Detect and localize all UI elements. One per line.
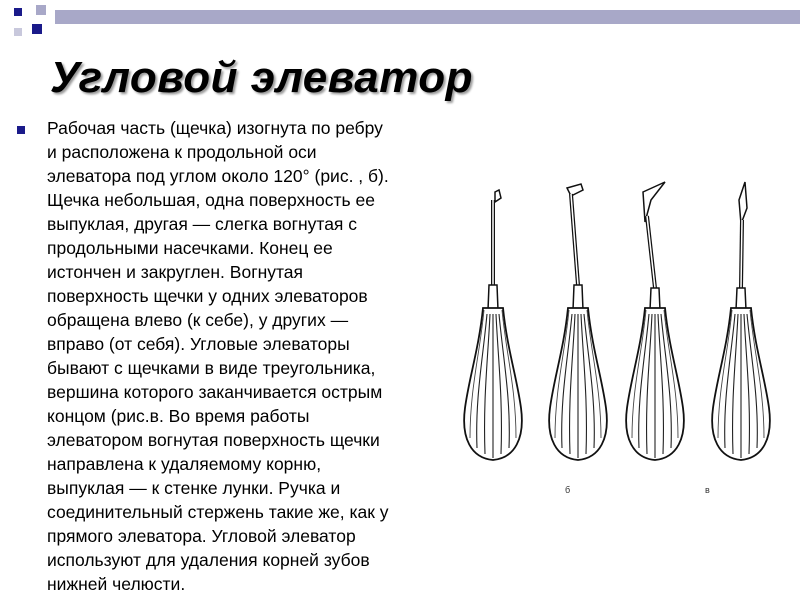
- body-line: нижней челюсти.: [47, 574, 186, 594]
- body-line: вершина которого заканчивается острым: [47, 382, 383, 402]
- body-line: продольными насечками. Конец ее: [47, 238, 333, 258]
- body-line: используют для удаления корней зубов: [47, 550, 370, 570]
- elevators-drawing: [455, 180, 795, 500]
- body-line: обращена влево (к себе), у других —: [47, 310, 349, 330]
- body-line: бывают с щечками в виде треугольника,: [47, 358, 376, 378]
- bullet-marker: [17, 126, 25, 134]
- body-line: концом (рис.в. Во время работы: [47, 406, 310, 426]
- elevator-instrument: [712, 182, 770, 460]
- body-text: [47, 116, 447, 596]
- body-line: выпуклая — к стенке лунки. Ручка и: [47, 478, 341, 498]
- body-line: элеватора под углом около 120° (рис. , б).: [47, 166, 389, 186]
- elevators-illustration: [455, 180, 795, 500]
- body-line: Щечка небольшая, одна поверхность ее: [47, 190, 375, 210]
- body-line: направлена к удаляемому корню,: [47, 454, 322, 474]
- figure-label-v: в: [705, 485, 710, 495]
- slide-title: Угловой элеватор: [50, 53, 474, 102]
- figure-label-b: б: [565, 485, 571, 495]
- body-line: и расположена к продольной оси: [47, 142, 317, 162]
- body-line: Рабочая часть (щечка) изогнута по ребру: [47, 118, 383, 138]
- elevator-instrument: [549, 184, 607, 460]
- body-line: элеватором вогнутая поверхность щечки: [47, 430, 380, 450]
- elevator-instrument: [626, 182, 684, 460]
- body-line: поверхность щечки у одних элеваторов: [47, 286, 368, 306]
- body-line: соединительный стержень такие же, как у: [47, 502, 389, 522]
- body-line: истончен и закруглен. Вогнутая: [47, 262, 304, 282]
- decorative-squares: [0, 0, 800, 50]
- body-line: вправо (от себя). Угловые элеваторы: [47, 334, 350, 354]
- body-line: выпуклая, другая — слегка вогнутая с: [47, 214, 358, 234]
- elevator-instrument: [464, 190, 522, 460]
- body-line: прямого элеватора. Угловой элеватор: [47, 526, 356, 546]
